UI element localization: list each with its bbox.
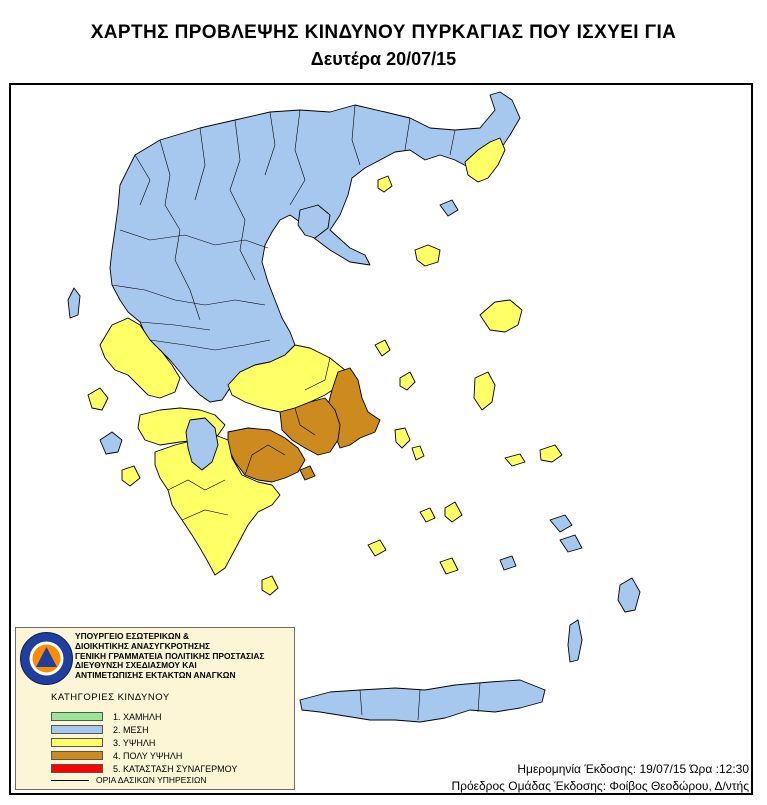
island-tinos <box>412 446 424 460</box>
boundary-line-sample <box>51 780 89 781</box>
island-paros <box>420 508 435 522</box>
issue-date: Ημερομηνία Έκδοσης: 19/07/15 Ώρα :12:30 <box>517 762 749 776</box>
civil-protection-logo-icon <box>19 631 74 686</box>
island-sporades <box>375 340 390 356</box>
island-zakynthos <box>122 466 140 486</box>
island-lefkada <box>88 388 108 410</box>
legend-panel <box>15 627 295 790</box>
swatch-medium <box>51 725 103 734</box>
island-limnos <box>415 245 440 266</box>
island-ikaria <box>505 454 525 466</box>
island-karpathos <box>568 620 582 662</box>
island-lesvos <box>480 300 522 332</box>
category-medium-label: 2. ΜΕΣΗ <box>113 725 149 735</box>
map-title: ΧΑΡΤΗΣ ΠΡΟΒΛΕΨΗΣ ΚΙΝΔΥΝΟΥ ΠΥΡΚΑΓΙΑΣ ΠΟΥ ΙΣΧΥΕΙ ΓΙΑ <box>90 22 677 43</box>
org-line: ΑΝΤΙΜΕΤΩΠΙΣΗΣ ΕΚΤΑΚΤΩΝ ΑΝΑΓΚΩΝ <box>75 670 236 681</box>
island-skyros <box>400 372 415 390</box>
island-kythira <box>262 576 278 595</box>
issuing-authority <box>75 632 295 681</box>
island-samothraki <box>440 200 458 216</box>
island-naxos <box>445 502 462 522</box>
island-kalymnos <box>560 535 582 552</box>
island-corfu <box>68 288 80 318</box>
island-milos <box>368 540 386 556</box>
island-astypalaia <box>500 556 516 570</box>
issue-author: Πρόεδρος Ομάδας Έκδοσης: Φοίβος Θεοδώρου, Δ/ντής <box>451 779 749 793</box>
org-line: ΔΙΟΙΚΗΤΙΚΗΣ ΑΝΑΣΥΓΚΡΟΤΗΣΗΣ <box>75 640 211 651</box>
org-line: ΓΕΝΙΚΗ ΓΡΑΜΜΑΤΕΙΑ ΠΟΛΙΤΙΚΗΣ ΠΡΟΣΤΑΣΙΑΣ <box>75 650 265 661</box>
risk-categories-title: ΚΑΤΗΓΟΡΙΕΣ ΚΙΝΔΥΝΟΥ <box>51 692 170 703</box>
island-chios <box>474 372 495 410</box>
island-santorini <box>440 558 458 574</box>
island-aegina <box>300 466 315 480</box>
island-rhodes <box>618 578 640 612</box>
island-thasos <box>378 176 392 192</box>
category-very-high-label: 4. ΠΟΛΥ ΥΨΗΛΗ <box>113 751 183 761</box>
org-line: ΔΙΕΥΘΥΝΣΗ ΣΧΕΔΙΑΣΜΟΥ ΚΑΙ <box>75 660 197 671</box>
island-samos <box>540 445 562 462</box>
category-alert-label: 5. ΚΑΤΑΣΤΑΣΗ ΣΥΝΑΓΕΡΜΟΥ <box>113 764 238 774</box>
island-crete <box>300 680 545 722</box>
swatch-low <box>51 712 103 721</box>
island-andros <box>395 428 410 448</box>
category-low-label: 1. ΧΑΜΗΛΗ <box>113 712 162 722</box>
island-kos <box>550 515 572 532</box>
map-date: Δευτέρα 20/07/15 <box>310 49 457 69</box>
swatch-alert <box>51 764 103 773</box>
category-high-label: 3. ΥΨΗΛΗ <box>113 738 156 748</box>
swatch-high <box>51 738 103 747</box>
island-kefalonia <box>100 432 122 454</box>
boundary-label: ΟΡΙΑ ΔΑΣΙΚΩΝ ΥΠΗΡΕΣΙΩΝ <box>96 775 207 785</box>
org-line: ΥΠΟΥΡΓΕΙΟ ΕΣΩΤΕΡΙΚΩΝ & <box>75 631 190 641</box>
swatch-very-high <box>51 751 103 760</box>
